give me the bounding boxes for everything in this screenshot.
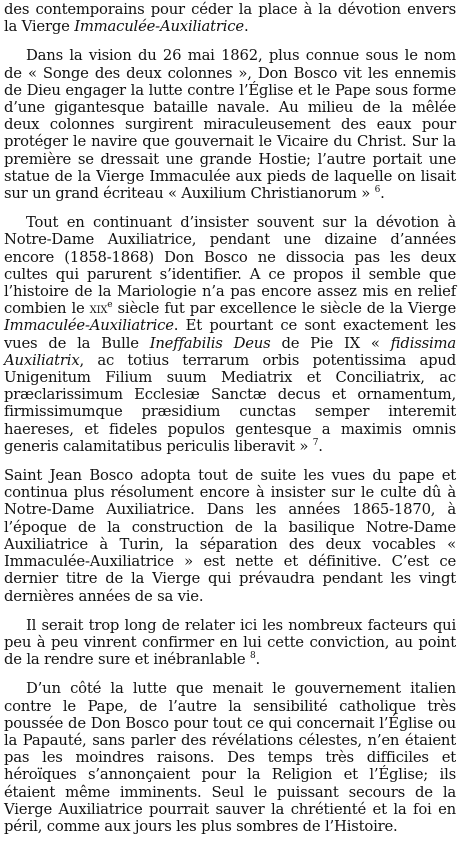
roman-numeral: xix — [89, 300, 108, 318]
paragraph-6 — [4, 680, 456, 835]
ordinal-suffix: e — [107, 300, 113, 311]
text-run: D’un côté la lutte que menait le gouvernement italien contre le Pape, de l’autre la sensibilité catholique très poussée de Don Bosco pour tout ce qui concernait l’Église ou la Papauté, sans parler des révélations célestes, n’en étaient pas les moindres raisons. Des temps très difficiles et héroïques s’annonçaient pour la Religion et l’Église; ils étaient même imminents. Seul le puissant secours de la Vierge Auxiliatrice pourrait sauver la chrétienté et la foi en péril, comme aux jours les plus sombres de l’Histoire. — [4, 680, 456, 835]
text-run: Tout en continuant d’insister souvent sur la dévotion à Notre-Dame Auxiliatrice, pendant une dizaine d’années encore (1858-1868) Don Bosco ne dissocia pas les deux cultes qui parurent s’identifier. A ce propos il semble que l’histoire de la Mariologie n’a pas encore assez mis en relief combien le — [4, 214, 456, 318]
italic-term: Ineffabilis Deus — [149, 334, 271, 352]
text-run: . — [243, 18, 249, 36]
text-run: , ac totius terrarum orbis potentissima apud Unigenitum Filium suum Mediatrix et Conciliatrix, ac præclarissimum Ecclesiæ Sanctæ decus et ornamentum, firmissimumque præsidium cunctas semper interemit haereses, et fideles populos gentesque a maximis omnis generis calamitatibus periculis liberavit » — [4, 351, 456, 455]
footnote-ref: 6 — [374, 185, 381, 196]
document-page — [4, 1, 456, 847]
paragraph-2 — [4, 47, 456, 202]
paragraph-4 — [4, 467, 456, 605]
text-run: . Et pourtant ce sont exactement les vues de la Bulle — [4, 317, 456, 352]
text-run: . — [255, 651, 261, 669]
paragraph-5 — [4, 617, 456, 669]
text-run: Dans la vision du 26 mai 1862, plus connue sous le nom de « Songe des deux colonnes », Don Bosco vit les ennemis de Dieu engager la lutte contre l’Église et le Pape sous forme d’une gigantesque bataille navale. Au milieu de la mêlée deux colonnes surgirent miraculeusement des eaux pour protéger le navire que gouvernait le Vicaire du Christ. Sur la première se dressait une grande Hostie; l’autre portait une statue de la Vierge Immaculée aux pieds de laquelle on lisait sur un grand écriteau « Auxilium Christianorum » — [4, 47, 456, 203]
text-run: Il serait trop long de relater ici les nombreux facteurs qui peu à peu vinrent confirmer en lui cette conviction, au point de la rendre sure et inébranlable — [4, 616, 456, 669]
text-run: des contemporains pour céder la place à la dévotion envers la Vierge — [4, 1, 456, 36]
paragraph-1 — [4, 1, 456, 35]
text-run: . — [318, 437, 323, 455]
italic-term: Immaculée-Auxiliatrice — [4, 317, 174, 335]
text-run: siècle fut par excellence le siècle de la Vierge — [112, 300, 457, 318]
italic-term: Immaculée-Auxiliatrice — [74, 18, 244, 36]
footnote-ref: 7 — [312, 437, 319, 448]
text-run: de Pie IX « — [270, 334, 391, 352]
text-run: Saint Jean Bosco adopta tout de suite les vues du pape et continua plus résolument encore à insister sur le culte dû à Notre-Dame Auxiliatrice. Dans les années 1865-1870, à l’époque de la construction de la basilique Notre-Dame Auxiliatrice à Turin, la séparation des deux vocables « Immaculée-Auxiliatrice » est nette et définitive. C’est ce dernier titre de la Vierge qui prévaudra pendant les vingt dernières années de sa vie. — [4, 467, 456, 605]
paragraph-3 — [4, 214, 456, 455]
footnote-ref: 8 — [249, 651, 256, 662]
italic-quote: fidissima Auxiliatrix — [4, 334, 456, 369]
text-run: . — [380, 185, 385, 203]
